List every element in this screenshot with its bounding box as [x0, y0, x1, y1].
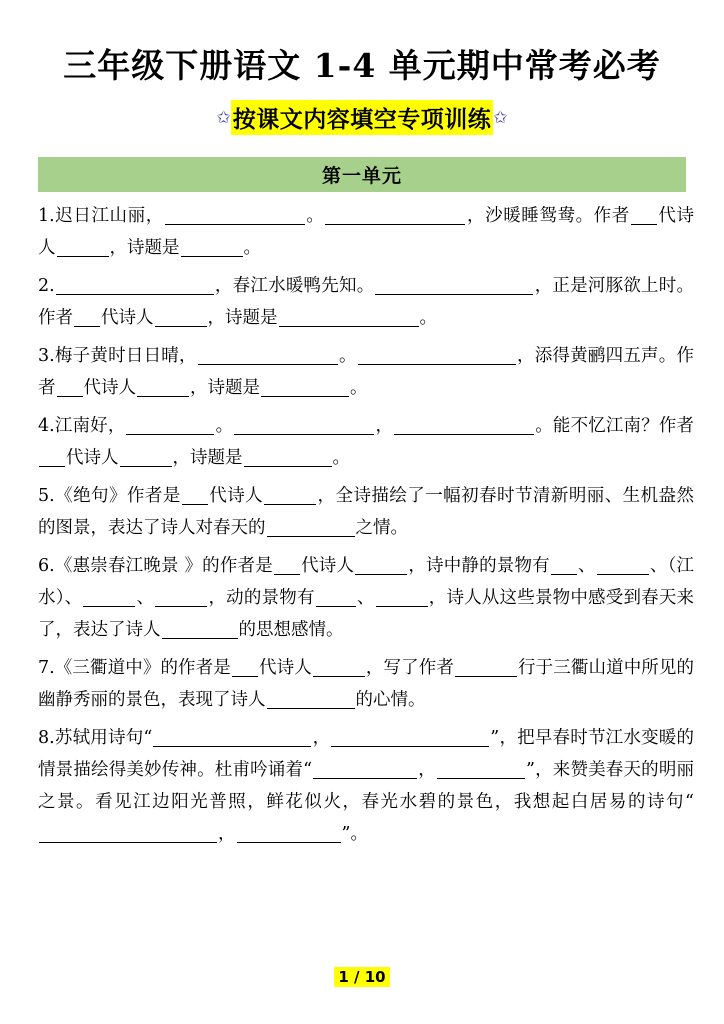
question-text: ，春江水暖鸭先知。	[214, 275, 375, 296]
page-footer	[0, 967, 724, 986]
question-text: 。	[243, 237, 261, 258]
question-item	[38, 550, 694, 646]
fill-in-blank[interactable]	[137, 376, 189, 397]
fill-in-blank[interactable]	[234, 414, 374, 435]
question-text: ，	[312, 727, 331, 748]
fill-in-blank[interactable]	[162, 618, 238, 639]
question-text: ，	[418, 759, 436, 780]
fill-in-blank[interactable]	[376, 586, 428, 607]
question-text: ，诗中静的景物有	[408, 555, 550, 576]
fill-in-blank[interactable]	[57, 376, 83, 397]
question-text: ”，来赞美春天的明丽之景。看见江边阳光普照，鲜花似火，春光水碧的景色，我想起白居易的诗句“	[38, 759, 695, 812]
question-text: 、	[136, 587, 155, 608]
question-text: ，诗题是	[172, 447, 243, 468]
fill-in-blank[interactable]	[155, 586, 207, 607]
section-header-bar	[38, 157, 686, 192]
question-item	[38, 652, 694, 716]
fill-in-blank[interactable]	[455, 656, 517, 677]
question-text: ，正是河豚欲上时。作者	[38, 275, 695, 328]
question-text: 4.江南好，	[38, 415, 126, 436]
question-text: 。	[419, 307, 437, 328]
question-text: 代诗人	[208, 485, 264, 506]
question-text: 的心情。	[355, 689, 426, 710]
question-list	[0, 200, 724, 850]
page-title: 三年级下册语文 1-4 单元期中常考必考	[63, 46, 661, 85]
fill-in-blank[interactable]	[597, 554, 649, 575]
question-text: 代诗人	[101, 307, 154, 328]
question-text: ，诗题是	[207, 307, 278, 328]
fill-in-blank[interactable]	[274, 554, 300, 575]
fill-in-blank[interactable]	[244, 446, 332, 467]
fill-in-blank[interactable]	[325, 204, 465, 225]
fill-in-blank[interactable]	[155, 306, 207, 327]
fill-in-blank[interactable]	[182, 484, 208, 505]
section-title: 第一单元	[321, 164, 402, 187]
question-text: 。	[332, 447, 350, 468]
question-text: 。能不忆江南？作者	[535, 415, 695, 436]
fill-in-blank[interactable]	[267, 688, 355, 709]
question-text: ”。	[341, 823, 368, 844]
question-text: 2.	[38, 275, 55, 296]
question-text: 、（江水）、	[38, 555, 695, 608]
question-text: ，诗人从这些景物中感受到春天来了，表达了诗人	[38, 587, 695, 640]
question-item	[38, 410, 694, 474]
question-text: 代诗人	[38, 205, 694, 258]
question-text: 、	[577, 555, 596, 576]
fill-in-blank[interactable]	[237, 822, 341, 843]
star-icon-right: ✩	[493, 107, 508, 128]
fill-in-blank[interactable]	[74, 306, 100, 327]
question-text: ，添得黄鹂四五声。作者	[38, 345, 695, 398]
fill-in-blank[interactable]	[181, 236, 243, 257]
question-text: 7.《三衢道中》的作者是	[38, 657, 231, 678]
fill-in-blank[interactable]	[394, 414, 534, 435]
fill-in-blank[interactable]	[198, 344, 338, 365]
fill-in-blank[interactable]	[375, 274, 533, 295]
fill-in-blank[interactable]	[316, 586, 356, 607]
question-text: 6.《惠崇春江晚景 》的作者是	[38, 555, 273, 576]
question-text: 的思想感情。	[238, 619, 344, 640]
question-text: 代诗人	[83, 377, 136, 398]
question-text: ，	[218, 823, 236, 844]
question-text: 5.《绝句》作者是	[38, 485, 181, 506]
fill-in-blank[interactable]	[153, 726, 311, 747]
question-text: ”，把早春时节江水变暖的情景描绘得美妙传神。杜甫吟诵着“	[38, 727, 694, 780]
fill-in-blank[interactable]	[267, 516, 355, 537]
question-text: 、	[356, 587, 375, 608]
fill-in-blank[interactable]	[279, 306, 419, 327]
question-text: 行于三衢山道中所见的幽静秀丽的景色，表现了诗人	[38, 657, 695, 710]
fill-in-blank[interactable]	[261, 376, 349, 397]
question-text: ，全诗描绘了一幅初春时节清新明丽、生机盎然的图景，表达了诗人对春天的	[38, 485, 695, 538]
fill-in-blank[interactable]	[331, 726, 489, 747]
question-text: 代诗人	[66, 447, 119, 468]
question-text: 。	[350, 377, 368, 398]
question-text: 。	[338, 345, 357, 366]
question-text: 3.梅子黄时日日晴，	[38, 345, 197, 366]
question-text: 8.苏轼用诗句“	[38, 727, 153, 748]
title-block	[0, 46, 724, 135]
fill-in-blank[interactable]	[631, 204, 657, 225]
fill-in-blank[interactable]	[313, 656, 365, 677]
question-item	[38, 200, 694, 264]
question-item	[38, 722, 694, 850]
fill-in-blank[interactable]	[57, 236, 109, 257]
fill-in-blank[interactable]	[126, 414, 214, 435]
fill-in-blank[interactable]	[232, 656, 258, 677]
question-text: ，写了作者	[365, 657, 454, 678]
question-item	[38, 340, 694, 404]
question-text: 代诗人	[258, 657, 312, 678]
question-text: ，沙暖睡鸳鸯。作者	[466, 205, 630, 226]
question-text: 。	[215, 415, 234, 436]
question-text: ，动的景物有	[208, 587, 315, 608]
question-text: 之情。	[355, 517, 408, 538]
question-text: ，诗题是	[190, 377, 260, 398]
fill-in-blank[interactable]	[56, 274, 214, 295]
fill-in-blank[interactable]	[120, 446, 172, 467]
question-item	[38, 480, 694, 544]
question-text: 。	[305, 205, 325, 226]
star-icon-left: ✩	[216, 107, 231, 128]
fill-in-blank[interactable]	[437, 758, 525, 779]
fill-in-blank[interactable]	[83, 586, 135, 607]
question-text: ，	[375, 415, 394, 436]
question-text: 1.迟日江山丽，	[38, 205, 164, 226]
page-number: 1 / 10	[334, 967, 389, 987]
question-text: 代诗人	[300, 555, 355, 576]
fill-in-blank[interactable]	[264, 484, 316, 505]
question-text: ，诗题是	[109, 237, 180, 258]
fill-in-blank[interactable]	[355, 554, 407, 575]
subtitle-row	[0, 100, 724, 135]
fill-in-blank[interactable]	[358, 344, 516, 365]
fill-in-blank[interactable]	[551, 554, 577, 575]
fill-in-blank[interactable]	[313, 758, 417, 779]
fill-in-blank[interactable]	[165, 204, 305, 225]
fill-in-blank[interactable]	[39, 822, 217, 843]
fill-in-blank[interactable]	[39, 446, 65, 467]
subtitle-highlighted: 按课文内容填空专项训练	[231, 100, 494, 135]
question-item	[38, 270, 694, 334]
